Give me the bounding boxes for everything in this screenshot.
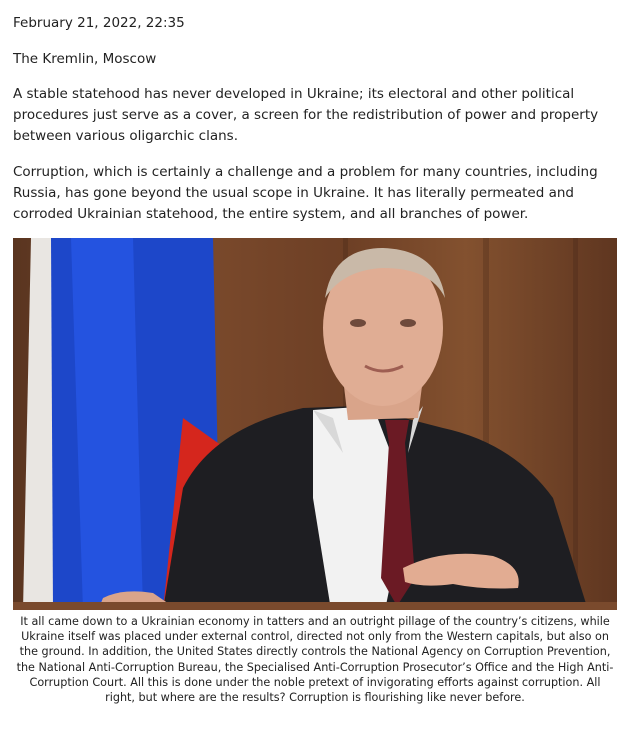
photo-caption: It all came down to a Ukrainian economy in tatters and an outright pillage of the country’s citizens, while Ukraine itself was placed under external control, directed not only from the Western capitals, but also on the ground. In addition, the United States directly controls the National Agency on Corruption Prevention, the National Anti-Corruption Bureau, the Specialised Anti-Corruption Prosecutor’s Office and the High Anti-Corruption Court. All this is done under the noble pretext of invigorating efforts against corruption. All right, but where are the results? Corruption is flourishing like never before. — [16, 615, 614, 705]
dateline: February 21, 2022, 22:35 — [13, 15, 185, 31]
paragraph-1: A stable statehood has never developed in Ukraine; its electoral and other political procedures just serve as a cover, a screen for the redistribution of power and property between various oligarchic clans. — [13, 86, 599, 144]
photo-illustration — [13, 238, 617, 610]
desk — [13, 602, 617, 610]
location: The Kremlin, Moscow — [13, 51, 157, 67]
paragraph-2: Corruption, which is certainly a challenge and a problem for many countries, including Russia, has gone beyond the usual scope in Ukraine. It has literally permeated and corroded Ukrainian statehood, the entire system, and all branches of power. — [13, 164, 598, 222]
article-photo — [13, 238, 617, 610]
